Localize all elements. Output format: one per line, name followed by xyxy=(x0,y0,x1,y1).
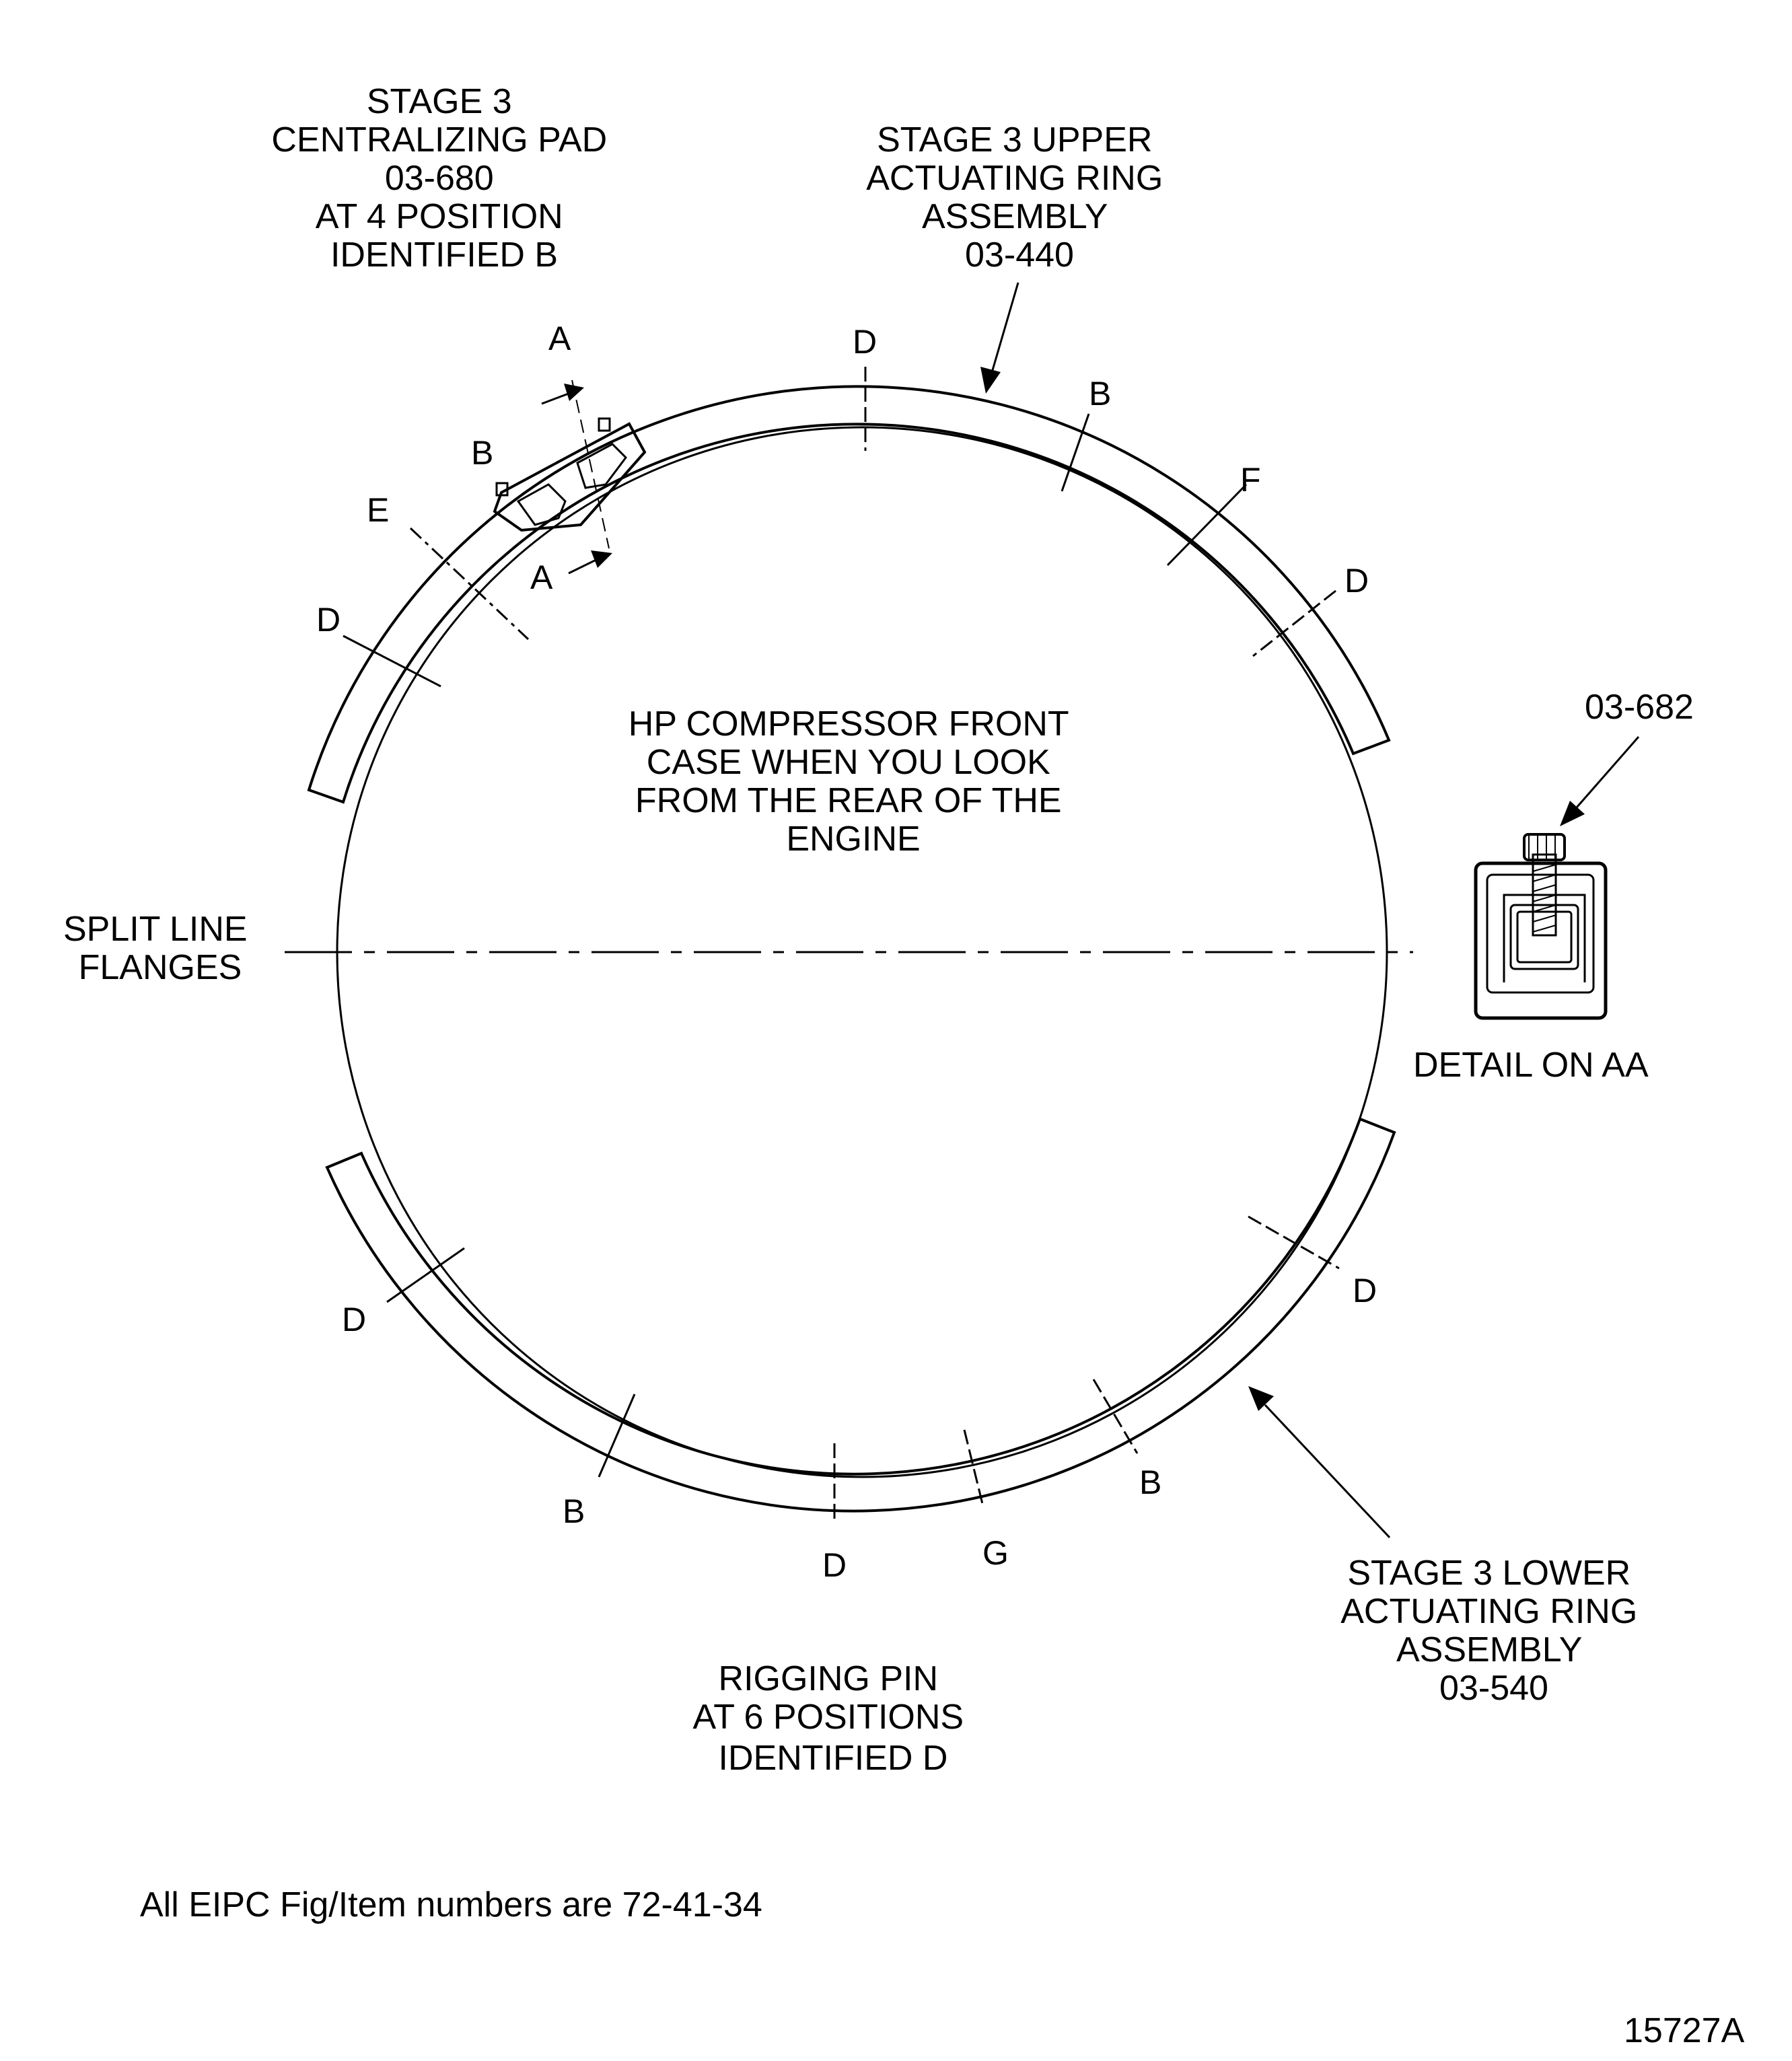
upper-ring-label: STAGE 3 UPPER ACTUATING RING ASSEMBLY 03-440 xyxy=(866,120,1163,275)
pos-letter-upper-d-right: D xyxy=(1345,562,1369,600)
detail-part-leader xyxy=(1560,737,1639,826)
position-marks-upper xyxy=(343,367,1336,686)
lower-ring-label: STAGE 3 LOWER ACTUATING RING ASSEMBLY 03-540 xyxy=(1340,1554,1638,1708)
pos-letter-lower-d-left: D xyxy=(342,1301,367,1338)
split-line-label: SPLIT LINE FLANGES xyxy=(63,910,248,987)
footnote: All EIPC Fig/Item numbers are 72-41-34 xyxy=(140,1885,762,1924)
pos-letter-upper-b: B xyxy=(1089,375,1112,412)
centralizing-pad-label: STAGE 3 CENTRALIZING PAD 03-680 AT 4 POSITION IDENTIFIED B xyxy=(271,82,608,275)
lower-actuating-ring xyxy=(327,1119,1394,1511)
upper-ring-leader xyxy=(980,283,1018,394)
pos-letter-upper-b-pad: B xyxy=(471,434,494,472)
lower-ring-leader xyxy=(1248,1386,1390,1538)
section-letter-top: A xyxy=(548,320,571,357)
pos-letter-lower-b-left: B xyxy=(563,1492,585,1530)
detail-part-number: 03-682 xyxy=(1585,688,1694,727)
pos-letter-upper-d-top: D xyxy=(853,323,877,361)
figure-number: 15727A xyxy=(1624,2011,1745,2050)
rigging-pin-label: RIGGING PIN AT 6 POSITIONS IDENTIFIED D xyxy=(692,1659,964,1778)
pos-letter-upper-f: F xyxy=(1240,461,1261,499)
detail-aa-drawing xyxy=(1476,834,1606,1018)
pos-letter-upper-d-left: D xyxy=(316,601,341,639)
pos-letter-lower-d-bottom: D xyxy=(822,1546,847,1584)
section-cut-aa xyxy=(542,380,612,573)
pos-letter-lower-g: G xyxy=(982,1534,1009,1572)
section-letter-bottom: A xyxy=(530,558,553,596)
case-label: HP COMPRESSOR FRONT CASE WHEN YOU LOOK FROM THE REAR OF THE ENGINE xyxy=(628,704,1069,859)
centralizing-pad xyxy=(495,419,645,530)
pos-letter-upper-e: E xyxy=(367,491,390,529)
detail-caption: DETAIL ON AA xyxy=(1413,1046,1649,1085)
pos-letter-lower-b-right: B xyxy=(1139,1463,1162,1501)
pos-letter-lower-d-right: D xyxy=(1353,1272,1377,1309)
